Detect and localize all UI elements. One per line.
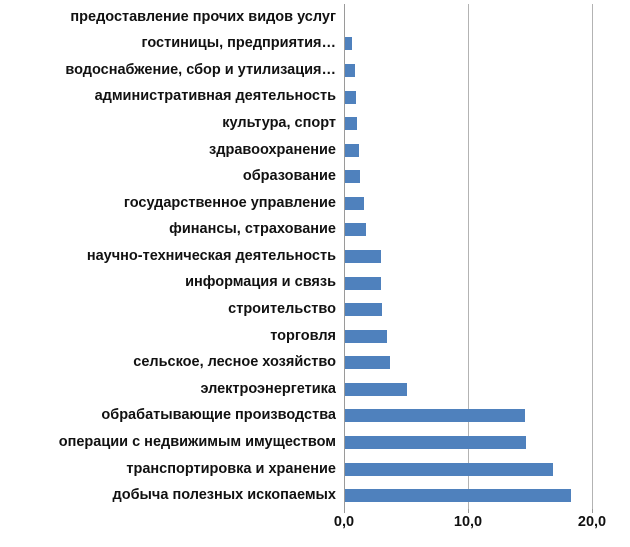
axis-tick-mark (344, 509, 345, 513)
category-label-row (0, 217, 340, 244)
category-label: строительство (228, 301, 336, 318)
category-label-row (0, 296, 340, 323)
bar-row (344, 376, 592, 403)
category-label: транспортировка и хранение (126, 460, 336, 477)
bar-row (344, 4, 592, 31)
category-label-row (0, 163, 340, 190)
category-label-row (0, 270, 340, 297)
category-label-row (0, 429, 340, 456)
bar-row (344, 110, 592, 137)
category-label: операции с недвижимым имуществом (58, 433, 336, 450)
bar-row (344, 137, 592, 164)
bar-series (344, 4, 592, 509)
category-label: торговля (270, 327, 336, 344)
bar-row (344, 350, 592, 377)
bar (345, 64, 355, 77)
category-label: научно-техническая деятельность (86, 247, 336, 264)
bar-row (344, 84, 592, 111)
category-label: культура, спорт (222, 114, 336, 131)
bar-row (344, 296, 592, 323)
category-label: электроэнергетика (200, 380, 336, 397)
category-label-row (0, 84, 340, 111)
category-label-row (0, 350, 340, 377)
bar (345, 223, 366, 236)
bar (345, 489, 571, 502)
bar (345, 436, 526, 449)
bar-row (344, 243, 592, 270)
category-label: административная деятельность (94, 88, 336, 105)
bar (345, 330, 387, 343)
plot-area (344, 4, 592, 509)
category-label-row (0, 403, 340, 430)
category-label: обрабатывающие производства (101, 407, 336, 424)
bar (345, 277, 381, 290)
bar-row (344, 429, 592, 456)
bar (345, 197, 364, 210)
category-label-row (0, 482, 340, 509)
bar (345, 170, 360, 183)
category-label-row (0, 190, 340, 217)
bar (345, 409, 525, 422)
category-label-row (0, 4, 340, 31)
category-label-row (0, 57, 340, 84)
category-label: информация и связь (185, 274, 336, 291)
category-label: государственное управление (123, 194, 336, 211)
axis-tick-mark (468, 509, 469, 513)
category-label: гостиницы, предприятия… (141, 35, 336, 52)
bar-row (344, 31, 592, 58)
category-label: образование (242, 168, 336, 185)
axis-tick-label: 10,0 (453, 514, 483, 530)
category-label: здравоохранение (209, 141, 336, 158)
bar-row (344, 456, 592, 483)
bar-row (344, 482, 592, 509)
bar (345, 303, 382, 316)
category-label: предоставление прочих видов услуг (70, 8, 336, 25)
category-axis-labels (0, 4, 340, 509)
bar-row (344, 270, 592, 297)
category-label-row (0, 137, 340, 164)
bar-row (344, 163, 592, 190)
category-label-row (0, 243, 340, 270)
bar-row (344, 217, 592, 244)
bar (345, 117, 357, 130)
gridline (592, 4, 593, 509)
category-label: добыча полезных ископаемых (112, 487, 336, 504)
category-label-row (0, 376, 340, 403)
bar-row (344, 190, 592, 217)
axis-tick-label: 20,0 (577, 514, 607, 530)
value-axis-labels (333, 512, 607, 542)
category-label-row (0, 110, 340, 137)
bar (345, 91, 356, 104)
category-label-row (0, 456, 340, 483)
bar (345, 250, 381, 263)
bar (345, 463, 553, 476)
category-label: сельское, лесное хозяйство (133, 354, 336, 371)
category-label: финансы, страхование (169, 221, 336, 238)
bar-row (344, 57, 592, 84)
bar (345, 37, 352, 50)
axis-tick-mark (592, 509, 593, 513)
category-label: водоснабжение, сбор и утилизация… (65, 61, 336, 78)
bar-row (344, 403, 592, 430)
bar (345, 383, 407, 396)
category-label-row (0, 323, 340, 350)
bar (345, 144, 359, 157)
bar-row (344, 323, 592, 350)
category-label-row (0, 31, 340, 58)
axis-tick-label: 0,0 (333, 514, 355, 530)
bar (345, 356, 390, 369)
